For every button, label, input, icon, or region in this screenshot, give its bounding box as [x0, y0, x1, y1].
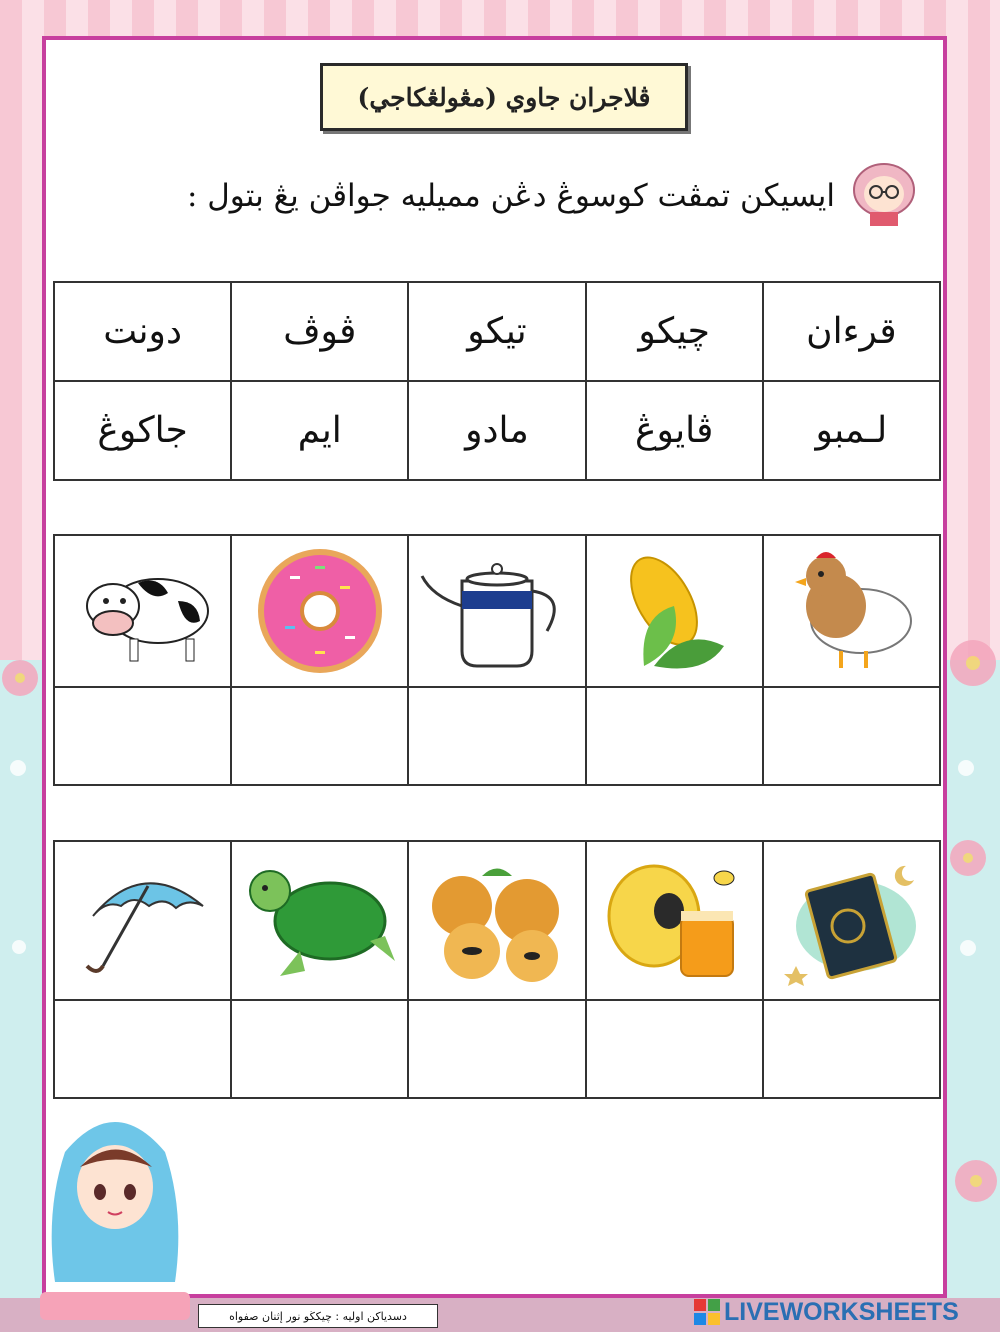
chicken-picture [763, 535, 940, 687]
picture-table-2 [53, 840, 941, 1099]
answer-cell-cow[interactable] [54, 687, 231, 785]
answer-cell-honey[interactable] [586, 1000, 763, 1098]
flower-decor [955, 1160, 997, 1202]
quran-book-icon [776, 856, 926, 986]
quran-book-picture [763, 841, 940, 1000]
answer-cell-corn[interactable] [586, 687, 763, 785]
word-corn: جاكوڠ [54, 381, 231, 480]
word-donut: دونت [54, 282, 231, 381]
credit-label: دسدياكن اوليه : چيكڬو نور إثنان صفواه [198, 1304, 438, 1328]
word-quran: قرءان [763, 282, 940, 381]
flower-decor [950, 840, 986, 876]
teapot-icon [417, 551, 577, 671]
answer-cell-umbrella[interactable] [54, 1000, 231, 1098]
teapot-picture [408, 535, 585, 687]
hijab-girl-illustration [30, 1112, 200, 1322]
liveworksheets-icon [694, 1299, 720, 1325]
chicken-icon [781, 546, 921, 676]
answer-cell-chicken[interactable] [763, 687, 940, 785]
word-chicken: ايم [231, 381, 408, 480]
word-honey: مادو [408, 381, 585, 480]
turtle-picture [231, 841, 408, 1000]
donut-icon [250, 546, 390, 676]
answer-cell-teapot[interactable] [408, 687, 585, 785]
word-teapot: تيكو [408, 282, 585, 381]
word-cow: لـمبو [763, 381, 940, 480]
decor-dot [12, 940, 26, 954]
word-pop: ڤوڤ [231, 282, 408, 381]
flower-decor [2, 660, 38, 696]
girl-reading-icon [843, 160, 925, 230]
sapodilla-icon [422, 856, 572, 986]
answer-cell-quran[interactable] [763, 1000, 940, 1098]
answer-cell-sapodilla[interactable] [408, 1000, 585, 1098]
decor-dot [958, 760, 974, 776]
answer-cell-turtle[interactable] [231, 1000, 408, 1098]
corn-picture [586, 535, 763, 687]
turtle-icon [240, 856, 400, 986]
word-bank-table [53, 281, 941, 481]
umbrella-icon [73, 856, 213, 986]
answer-cell-donut[interactable] [231, 687, 408, 785]
liveworksheets-logo[interactable] [694, 1296, 959, 1328]
donut-picture [231, 535, 408, 687]
corn-icon [604, 546, 744, 676]
cow-picture [54, 535, 231, 687]
honey-picture [586, 841, 763, 1000]
umbrella-picture [54, 841, 231, 1000]
picture-table-1 [53, 534, 941, 786]
instruction-text: ايسيكن تمڤت كوسوڠ دڠن مميليه جواڤن يڠ بتول : [186, 178, 835, 214]
worksheet-title: ڤلاجران جاوي (مڠولڠكاجي) [320, 63, 688, 131]
sapodilla-picture [408, 841, 585, 1000]
cow-icon [68, 551, 218, 671]
word-umbrella: ڤايوڠ [586, 381, 763, 480]
flower-decor [950, 640, 996, 686]
liveworksheets-text: LIVEWORKSHEETS [724, 1297, 959, 1326]
decor-dot [960, 940, 976, 956]
decor-dot [10, 760, 26, 776]
honey-icon [599, 856, 749, 986]
word-sapodilla: چيكو [586, 282, 763, 381]
